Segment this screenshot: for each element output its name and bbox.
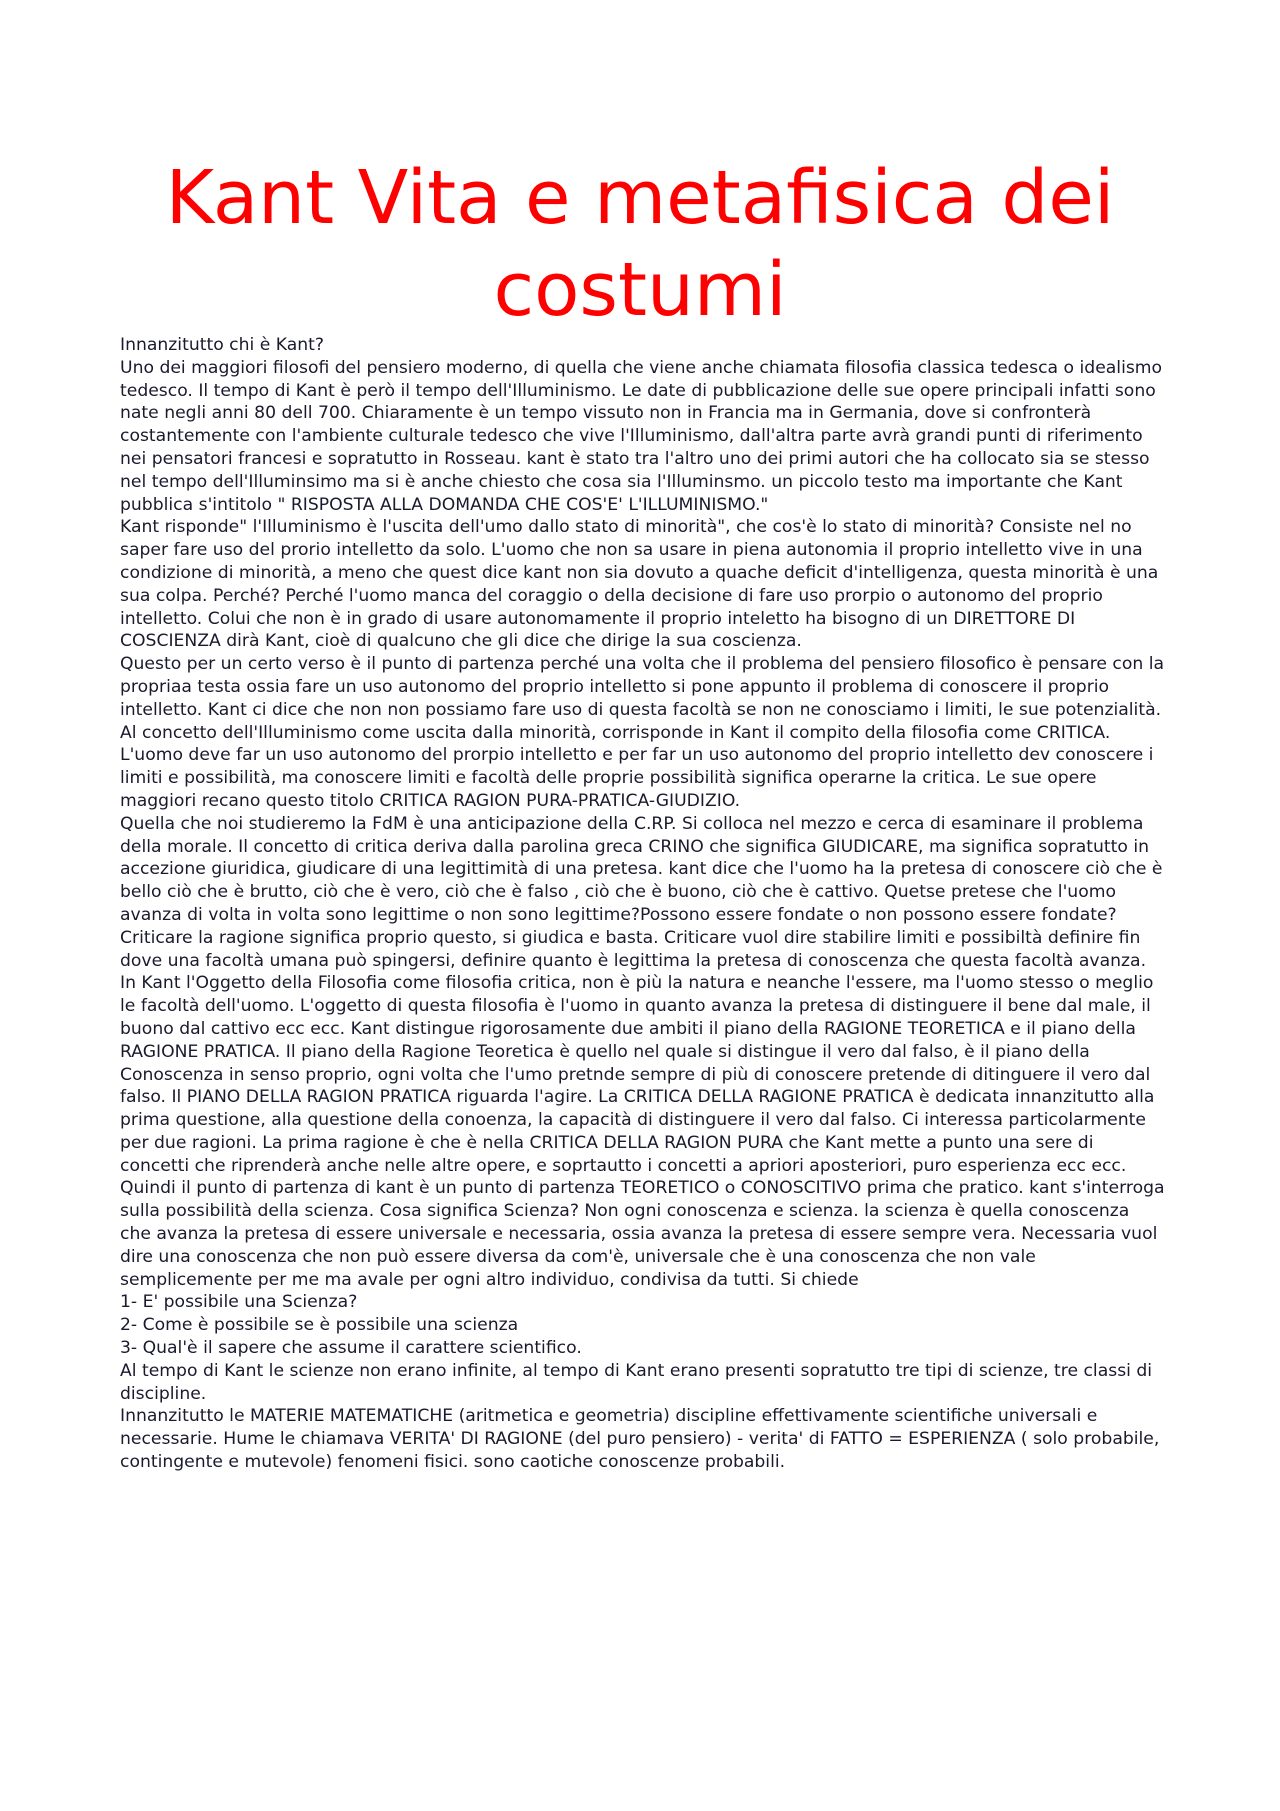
list-item: 3- Qual'è il sapere che assume il carattere scientifico. bbox=[120, 1338, 582, 1359]
paragraph: Innanzitutto le MATERIE MATEMATICHE (aritmetica e geometria) discipline effettivamente scientifiche universali e necessarie. Hume le chiamava VERITA' DI RAGIONE (del puro pensiero) - verita' di FATTO = ESPERIENZA ( solo probabile, contingente e mutevole) fenomeni fisici. sono caotiche conoscenze probabili. bbox=[120, 1406, 1160, 1473]
paragraph: Kant risponde" l'Illuminismo è l'uscita dell'umo dallo stato di minorità", che cos'è lo stato di minorità? Consiste nel no saper fare uso del prorio intelletto da solo. L'uomo che non sa usare in piena autonomia il proprio intelletto vive in una condizione di minorità, a meno che quest dice kant non sia dovuto a quache deficit d'intelligenza, questa minorità è una sua colpa. Perché? Perché l'uomo manca del coraggio o della decisione di fare uso prorpio o autonomo del proprio intelletto. Colui che non è in grado di usare autonomamente il proprio inteletto ha bisogno di un DIRETTORE DI COSCIENZA dirà Kant, cioè di qualcuno che gli dice che dirige la sua coscienza. bbox=[120, 517, 1159, 652]
paragraph: Quindi il punto di partenza di kant è un punto di partenza TEORETICO o CONOSCITIVO prima che pratico. kant s'interroga sulla possibilità della scienza. Cosa significa Scienza? Non ogni conoscenza e scienza. la scienza è quella conoscenza che avanza la pretesa di essere universale e necessaria, ossia avanza la pretesa di essere sempre vera. Necessaria vuol dire una conoscenza che non può essere diversa da com'è, universale che è una conoscenza che non vale semplicemente per me ma avale per ogni altro individuo, condivisa da tutti. Si chiede bbox=[120, 1178, 1165, 1290]
list-item: 2- Come è possibile se è possibile una scienza bbox=[120, 1315, 519, 1336]
paragraph: Innanzitutto chi è Kant? bbox=[120, 335, 325, 355]
document-body bbox=[120, 334, 1165, 1474]
document-title: Kant Vita e metafisica dei costumi bbox=[165, 155, 1115, 333]
paragraph: Uno dei maggiori filosofi del pensiero moderno, di quella che viene anche chiamata filosofia classica tedesca o idealismo tedesco. Il tempo di Kant è però il tempo dell'Illuminismo. Le date di pubblicazione delle sue opere principali infatti sono nate negli anni 80 dell 700. Chiaramente è un tempo vissuto non in Francia ma in Germania, dove si confronterà costantemente con l'ambiente culturale tedesco che vive l'Illuminismo, dall'altra parte avrà grandi punti di riferimento nei pensatori francesi e sopratutto in Rosseau. kant è stato tra l'altro uno dei primi autori che ha collocato sia se stesso nel tempo dell'Illuminsimo ma si è anche chiesto che cosa sia l'Illuminsmo. un piccolo testo ma importante che Kant pubblica s'intitolo " RISPOSTA ALLA DOMANDA CHE COS'E' L'ILLUMINISMO." bbox=[120, 357, 1163, 515]
paragraph: Questo per un certo verso è il punto di partenza perché una volta che il problema del pensiero filosofico è pensare con la propriaa testa ossia fare un uso autonomo del proprio intelletto si pone appunto il problema di conoscere il proprio intelletto. Kant ci dice che non non possiamo fare uso di questa facoltà se non ne conosciamo i limiti, le sue potenzialità. Al concetto dell'Illuminismo come uscita dalla minorità, corrisponde in Kant il compito della filosofia come CRITICA. L'uomo deve far un uso autonomo del prorpio intelletto e per far un uso autonomo del proprio intelletto dev conoscere i limiti e possibilità, ma conoscere limiti e facoltà delle proprie possibilità significa operarne la critica. Le sue opere maggiori recano questo titolo CRITICA RAGION PURA-PRATICA-GIUDIZIO. bbox=[120, 654, 1165, 811]
paragraph: In Kant l'Oggetto della Filosofia come filosofia critica, non è più la natura e neanche l'essere, ma l'uomo stesso o meglio le facoltà dell'uomo. L'oggetto di questa filosofia è l'uomo in quanto avanza la pretesa di distinguere il bene dal male, il buono dal cattivo ecc ecc. Kant distingue rigorosamente due ambiti il piano della RAGIONE TEORETICA e il piano della RAGIONE PRATICA. Il piano della Ragione Teoretica è quello nel quale si distingue il vero dal falso, è il piano della Conoscenza in senso proprio, ogni volta che l'umo pretnde sempre di più di conoscere pretende di ditinguere il vero dal falso. Il PIANO DELLA RAGION PRATICA riguarda l'agire. La CRITICA DELLA RAGIONE PRATICA è dedicata innanzitutto alla prima questione, alla questione della conoenza, la capacità di distinguere il vero dal falso. Ci interessa particolarmente per due ragioni. La prima ragione è che è nella CRITICA DELLA RAGION PURA che Kant mette a punto una sere di concetti che riprenderà anche nelle altre opere, e soprtautto i concetti a apriori aposteriori, puro esperienza ecc ecc. bbox=[120, 973, 1155, 1176]
paragraph: Al tempo di Kant le scienze non erano infinite, al tempo di Kant erano presenti sopratutto tre tipi di scienze, tre classi di discipline. bbox=[120, 1360, 1153, 1404]
list-item: 1- E' possibile una Scienza? bbox=[120, 1292, 358, 1313]
paragraph: Quella che noi studieremo la FdM è una anticipazione della C.RP. Si colloca nel mezzo e cerca di esaminare il problema della morale. Il concetto di critica deriva dalla parolina greca CRINO che significa GIUDICARE, ma significa sopratutto in accezione giuridica, giudicare di una legittimità di una pretesa. kant dice che l'uomo ha la pretesa di conoscere ciò che è bello ciò che è brutto, ciò che è vero, ciò che è falso , ciò che è buono, ciò che è cattivo. Quetse pretese che l'uomo avanza di volta in volta sono legittime o non sono legittime?Possono essere fondate o non possono essere fondate?Criticare la ragione significa proprio questo, si giudica e basta. Criticare vuol dire stabilire limiti e possibiltà definire fin dove una facoltà umana può spingersi, definire quanto è legittima la pretesa di conoscenza che questa facoltà avanza. bbox=[120, 813, 1163, 971]
